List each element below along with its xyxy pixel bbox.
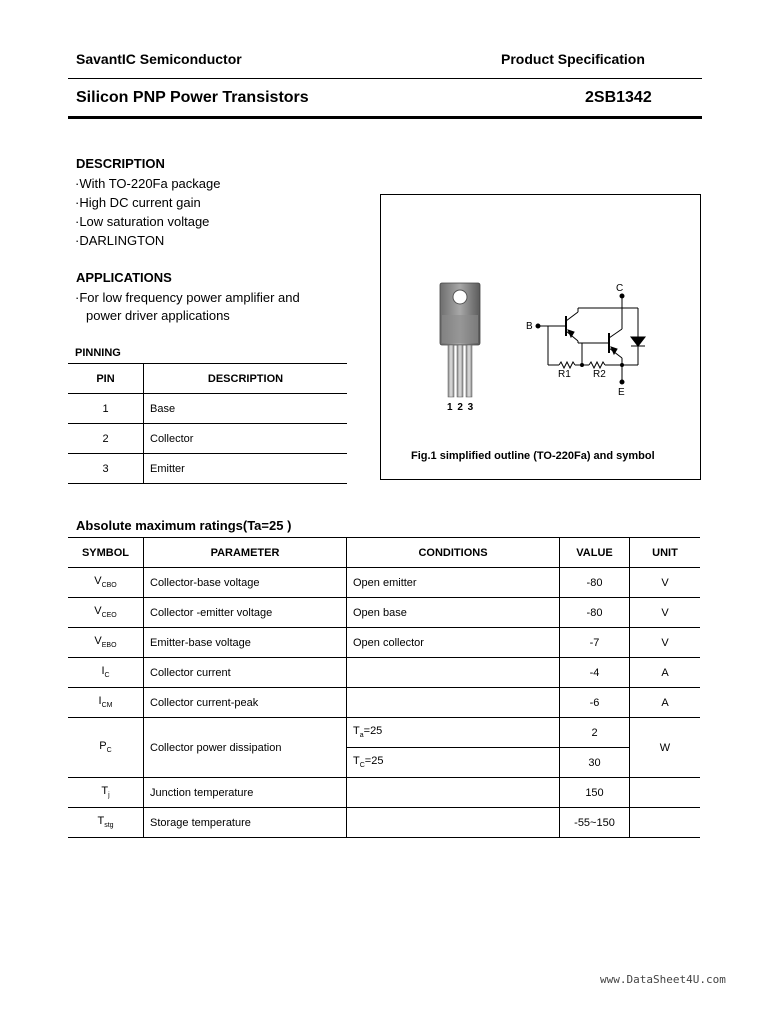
table-row	[68, 598, 700, 628]
column-header-symbol: SYMBOL	[68, 538, 144, 568]
parameter-cell: Collector-base voltage	[144, 568, 347, 598]
description-item: ·DARLINGTON	[75, 233, 165, 248]
parameter-cell: Collector power dissipation	[144, 718, 347, 778]
figure-box	[380, 194, 701, 480]
ratings-table	[68, 537, 700, 838]
unit-cell: V	[630, 628, 701, 658]
value-cell: -7	[560, 628, 630, 658]
conditions-cell	[347, 808, 560, 838]
table-row	[68, 394, 347, 424]
parameter-cell: Collector current	[144, 658, 347, 688]
base-terminal-label: B	[526, 321, 533, 332]
symbol-cell: $T_j$	[68, 778, 144, 808]
unit-cell: V	[630, 598, 701, 628]
symbol-cell: $T_{stg}$	[68, 808, 144, 838]
value-cell: -80	[560, 568, 630, 598]
pin-description: Emitter	[144, 454, 348, 484]
unit-cell: A	[630, 688, 701, 718]
table-header-row	[68, 364, 347, 394]
collector-terminal-label: C	[616, 283, 624, 294]
parameter-cell: Collector -emitter voltage	[144, 598, 347, 628]
table-row	[68, 628, 700, 658]
conditions-cell: Open base	[347, 598, 560, 628]
value-cell: 2	[560, 718, 630, 748]
pinning-heading: PINNING	[75, 347, 121, 359]
conditions-cell: Open emitter	[347, 568, 560, 598]
conditions-cell	[347, 778, 560, 808]
column-header-pin: PIN	[68, 364, 144, 394]
table-row	[68, 424, 347, 454]
pin-numbers-label: 1 2 3	[447, 402, 474, 413]
watermark-text: www.DataSheet4U.com	[600, 973, 726, 986]
pin-number: 1	[68, 394, 144, 424]
parameter-cell: Junction temperature	[144, 778, 347, 808]
value-cell: 30	[560, 748, 630, 778]
parameter-cell: Collector current-peak	[144, 688, 347, 718]
conditions-cell: $T_a=25$	[347, 718, 560, 748]
table-header-row	[68, 538, 700, 568]
unit-cell: A	[630, 658, 701, 688]
conditions-cell	[347, 658, 560, 688]
resistor-r2-label: R2	[593, 369, 606, 380]
column-header-description: DESCRIPTION	[144, 364, 348, 394]
symbol-cell: $I_{CM}$	[68, 688, 144, 718]
unit-cell: W	[630, 718, 701, 778]
table-row	[68, 688, 700, 718]
description-list	[75, 174, 220, 250]
symbol-cell: $V_{CEO}$	[68, 598, 144, 628]
column-header-value: VALUE	[560, 538, 630, 568]
column-header-parameter: PARAMETER	[144, 538, 347, 568]
value-cell: -80	[560, 598, 630, 628]
table-row	[68, 718, 700, 748]
part-number: 2SB1342	[585, 89, 652, 106]
doc-type: Product Specification	[501, 51, 645, 67]
resistor-r1-label: R1	[558, 369, 571, 380]
symbol-cell: $I_C$	[68, 658, 144, 688]
ratings-heading: Absolute maximum ratings(Ta=25 )	[76, 518, 292, 533]
value-cell: -4	[560, 658, 630, 688]
symbol-cell: $P_C$	[68, 718, 144, 778]
description-item: ·High DC current gain	[75, 195, 201, 210]
description-item: ·Low saturation voltage	[75, 214, 210, 229]
company-name: SavantIC Semiconductor	[76, 51, 242, 67]
header-rule-bottom	[68, 116, 702, 119]
column-header-conditions: CONDITIONS	[347, 538, 560, 568]
pin-description: Collector	[144, 424, 348, 454]
unit-cell	[630, 778, 701, 808]
parameter-cell: Storage temperature	[144, 808, 347, 838]
table-row	[68, 778, 700, 808]
applications-heading: APPLICATIONS	[76, 270, 172, 285]
table-row	[68, 568, 700, 598]
symbol-cell: $V_{CBO}$	[68, 568, 144, 598]
conditions-cell	[347, 688, 560, 718]
column-header-unit: UNIT	[630, 538, 701, 568]
value-cell: -6	[560, 688, 630, 718]
darlington-symbol	[381, 195, 700, 479]
symbol-cell: $V_{EBO}$	[68, 628, 144, 658]
pin-description: Base	[144, 394, 348, 424]
conditions-cell: $T_C=25$	[347, 748, 560, 778]
pin-number: 2	[68, 424, 144, 454]
value-cell: 150	[560, 778, 630, 808]
description-item: ·With TO-220Fa package	[75, 176, 221, 191]
page-title: Silicon PNP Power Transistors	[76, 89, 309, 106]
parameter-cell: Emitter-base voltage	[144, 628, 347, 658]
conditions-cell: Open collector	[347, 628, 560, 658]
table-row	[68, 454, 347, 484]
header-rule-top	[68, 78, 702, 79]
figure-caption: Fig.1 simplified outline (TO-220Fa) and symbol	[411, 450, 655, 462]
table-row	[68, 808, 700, 838]
description-heading: DESCRIPTION	[76, 156, 165, 171]
value-cell: -55~150	[560, 808, 630, 838]
pinning-table	[68, 363, 347, 484]
unit-cell	[630, 808, 701, 838]
applications-line-2: power driver applications	[86, 308, 230, 323]
table-row	[68, 658, 700, 688]
applications-line-1: ·For low frequency power amplifier and	[75, 290, 300, 305]
unit-cell: V	[630, 568, 701, 598]
pin-number: 3	[68, 454, 144, 484]
emitter-terminal-label: E	[618, 387, 625, 398]
